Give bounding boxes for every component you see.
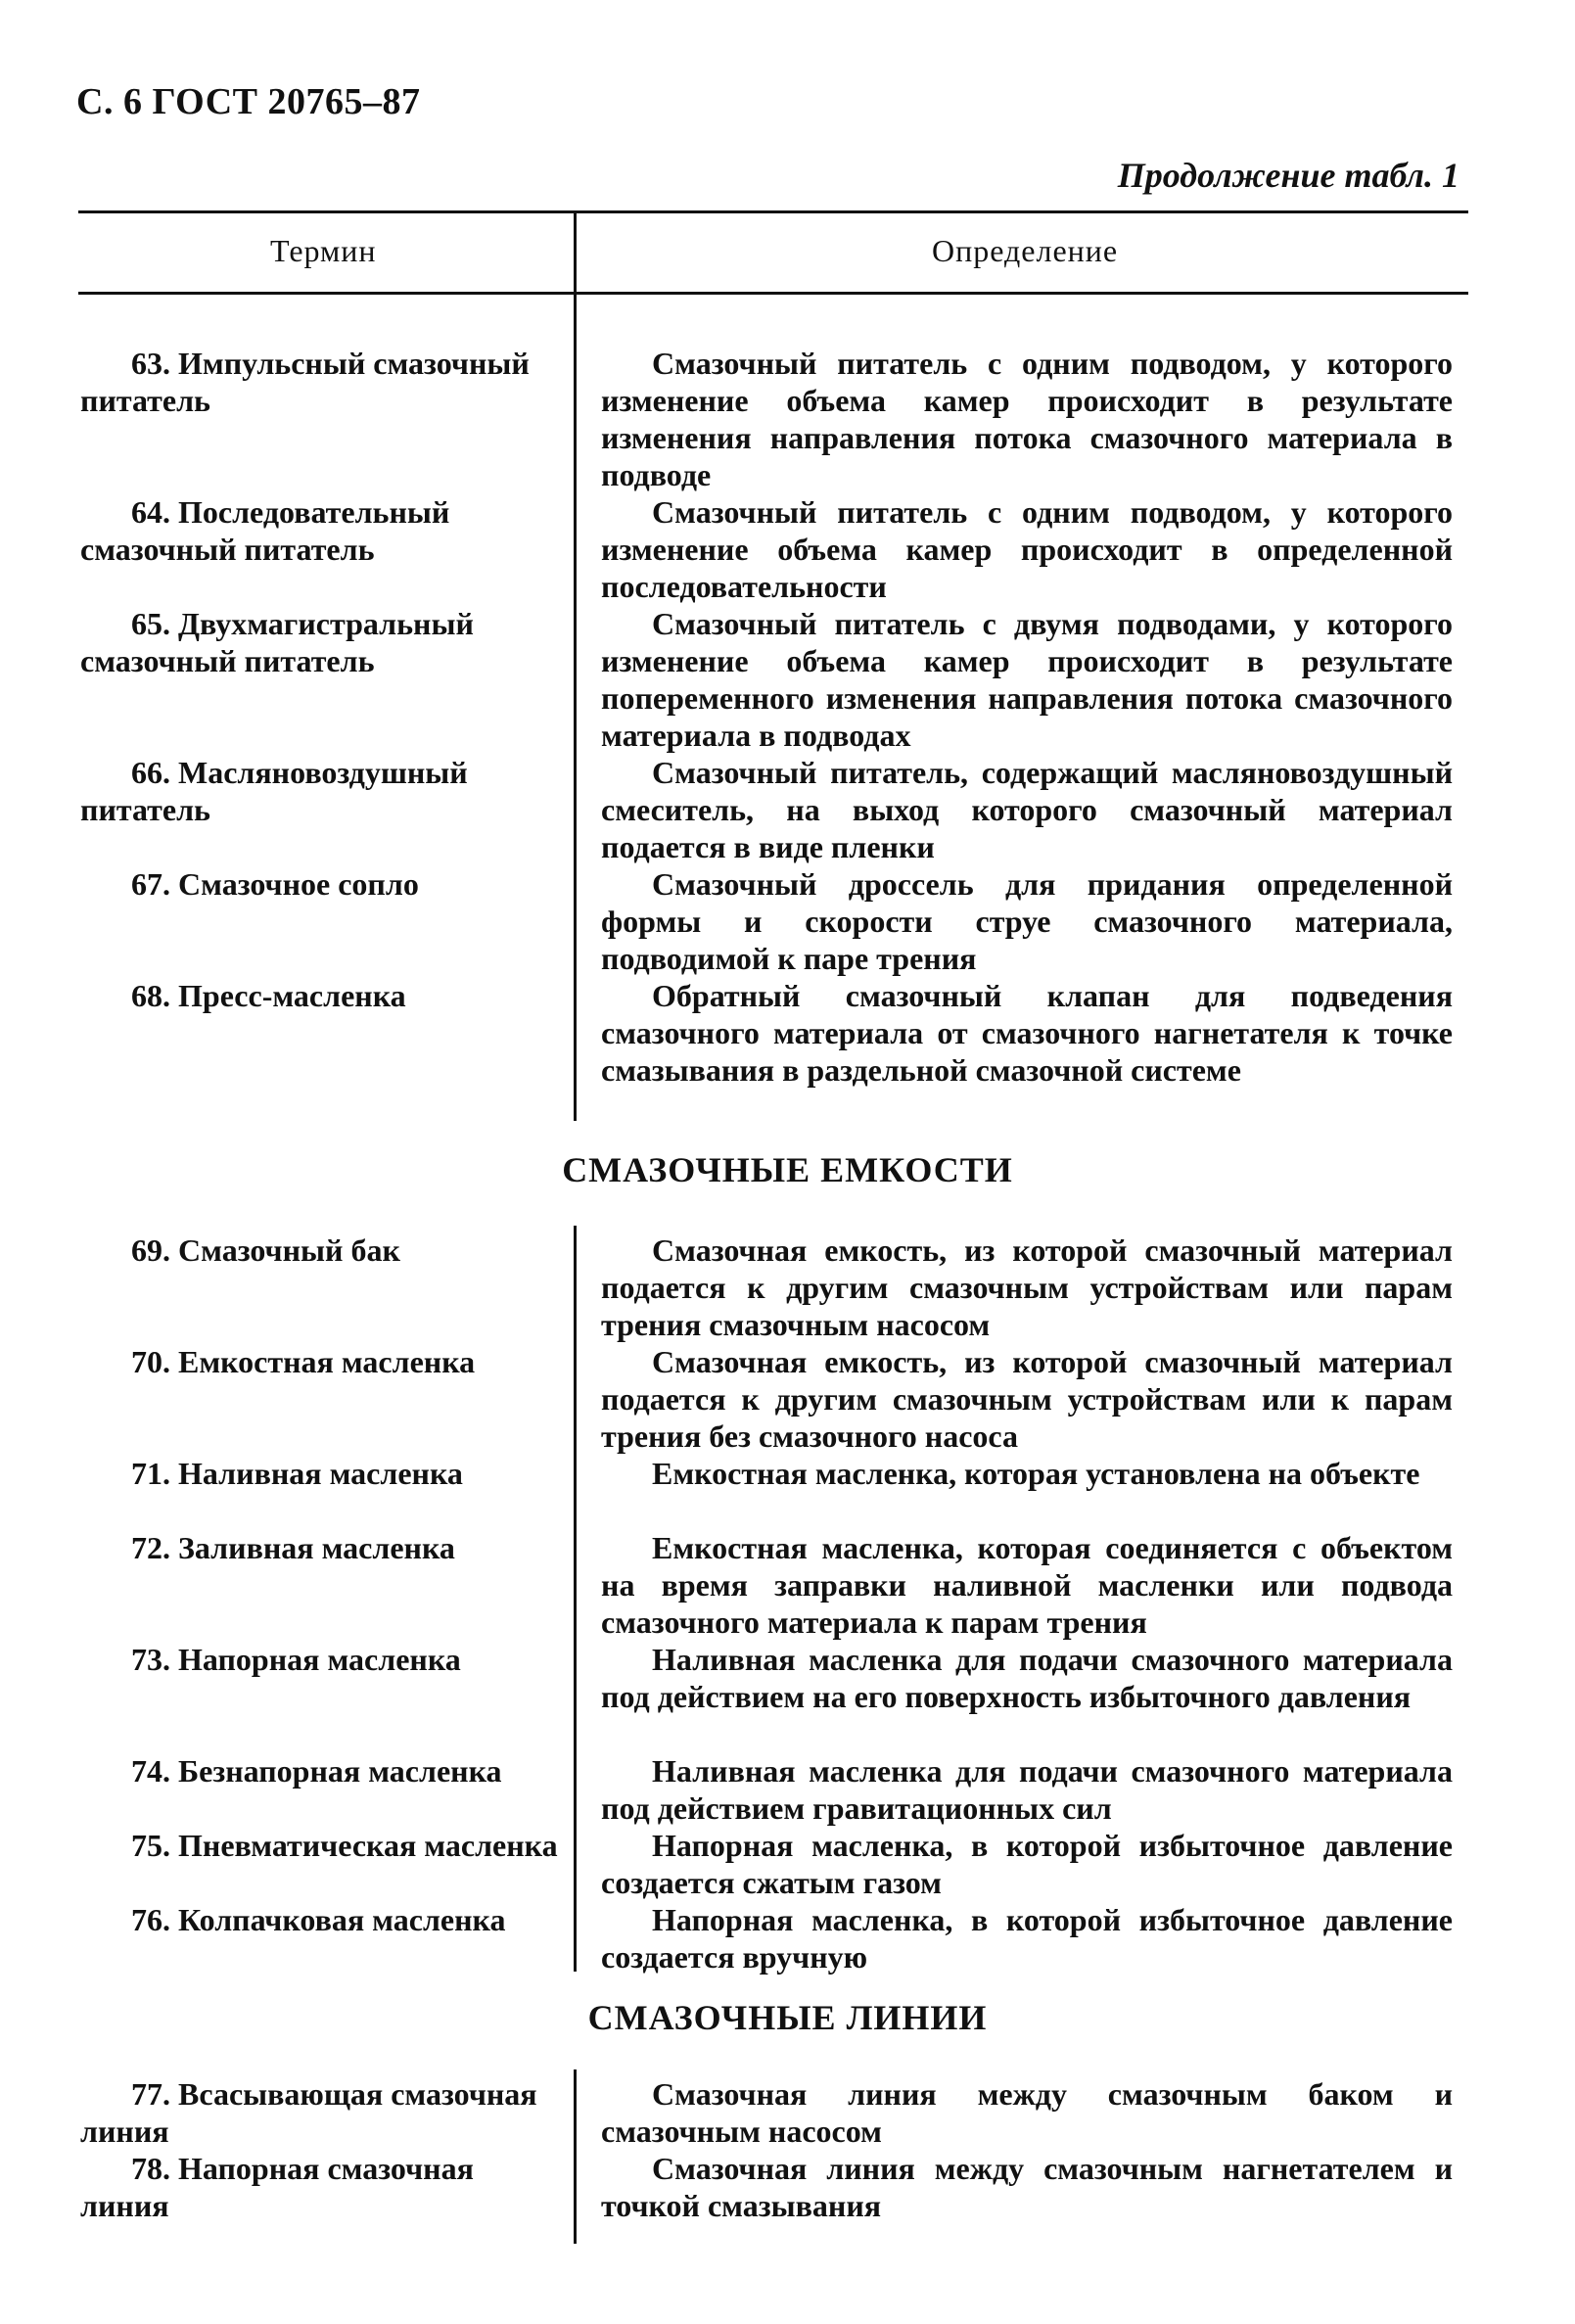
table-continuation-label: Продолжение табл. 1 [1117, 156, 1459, 195]
term-cell: 70. Емкостная масленка [131, 1344, 476, 1379]
definition-cell: Смазочный питатель с одним подводом, у которого изменение объема камер происходит в определенной последовательности [601, 494, 1453, 604]
definition-cell: Смазочная емкость, из которой смазочный материал подается к другим смазочным устройствам или к парам трения без смазочного насоса [601, 1344, 1453, 1454]
table-header-rule [78, 292, 1468, 295]
section-title: СМАЗОЧНЫЕ ЕМКОСТИ [562, 1150, 1013, 1189]
definition-cell: Смазочная емкость, из которой смазочный материал подается к другим смазочным устройствам или парам трения смазочным насосом [601, 1232, 1453, 1342]
column-header-definition: Определение [932, 233, 1119, 268]
column-divider [574, 2069, 577, 2244]
definition-cell: Смазочный питатель, содержащий масляновоздушный смеситель, на выход которого смазочный материал подается в виде пленки [601, 755, 1453, 864]
definition-cell: Смазочный питатель с одним подводом, у которого изменение объема камер происходит в результате изменения направления потока смазочного материала в подводе [601, 346, 1453, 492]
definition-cell: Емкостная масленка, которая соединяется с объектом на время заправки наливной масленки или подвода смазочного материала к парам трения [601, 1530, 1453, 1640]
term-cell: 66. Масляновоздушный питатель [80, 755, 468, 827]
term-cell: 76. Колпачковая масленка [131, 1902, 506, 1937]
term-cell: 64. Последовательный смазочный питатель [80, 494, 450, 567]
column-header-term: Термин [270, 233, 377, 268]
term-cell: 78. Напорная смазочная линия [80, 2151, 474, 2223]
term-cell: 75. Пневматическая масленка [131, 1828, 558, 1863]
term-cell: 65. Двухмагистральный смазочный питатель [80, 606, 474, 678]
term-cell: 72. Заливная масленка [131, 1530, 455, 1565]
definition-cell: Напорная масленка, в которой избыточное давление создается вручную [601, 1902, 1453, 1975]
term-cell: 74. Безнапорная масленка [131, 1753, 502, 1789]
page-header: С. 6 ГОСТ 20765–87 [76, 81, 421, 122]
term-cell: 69. Смазочный бак [131, 1232, 400, 1268]
definition-cell: Смазочный дроссель для придания определенной формы и скорости струе смазочного материала, подводимой к паре трения [601, 866, 1453, 976]
term-cell: 77. Всасывающая смазочная линия [80, 2076, 537, 2149]
definition-cell: Наливная масленка для подачи смазочного материала под действием на его поверхность избыточного давления [601, 1642, 1453, 1714]
definition-cell: Смазочная линия между смазочным баком и смазочным насосом [601, 2076, 1453, 2149]
term-cell: 71. Наливная масленка [131, 1456, 463, 1491]
definition-cell: Смазочная линия между смазочным нагнетателем и точкой смазывания [601, 2151, 1453, 2223]
term-cell: 73. Напорная масленка [131, 1642, 461, 1677]
definition-cell: Обратный смазочный клапан для подведения смазочного материала от смазочного нагнетателя к точке смазывания в раздельной смазочной системе [601, 978, 1453, 1088]
term-cell: 63. Импульсный смазочный питатель [80, 346, 530, 418]
definition-cell: Наливная масленка для подачи смазочного материала под действием гравитационных сил [601, 1753, 1453, 1826]
definition-cell: Смазочный питатель с двумя подводами, у которого изменение объема камер происходит в результате попеременного изменения направления потока смазочного материала в подводах [601, 606, 1453, 753]
table-top-rule [78, 210, 1468, 213]
definition-cell: Емкостная масленка, которая установлена на объекте [652, 1456, 1420, 1491]
term-cell: 68. Пресс-масленка [131, 978, 406, 1013]
column-divider [574, 210, 577, 1121]
section-title: СМАЗОЧНЫЕ ЛИНИИ [587, 1998, 988, 2037]
definition-cell: Напорная масленка, в которой избыточное давление создается сжатым газом [601, 1828, 1453, 1900]
column-divider [574, 1226, 577, 1972]
term-cell: 67. Смазочное сопло [131, 866, 419, 902]
